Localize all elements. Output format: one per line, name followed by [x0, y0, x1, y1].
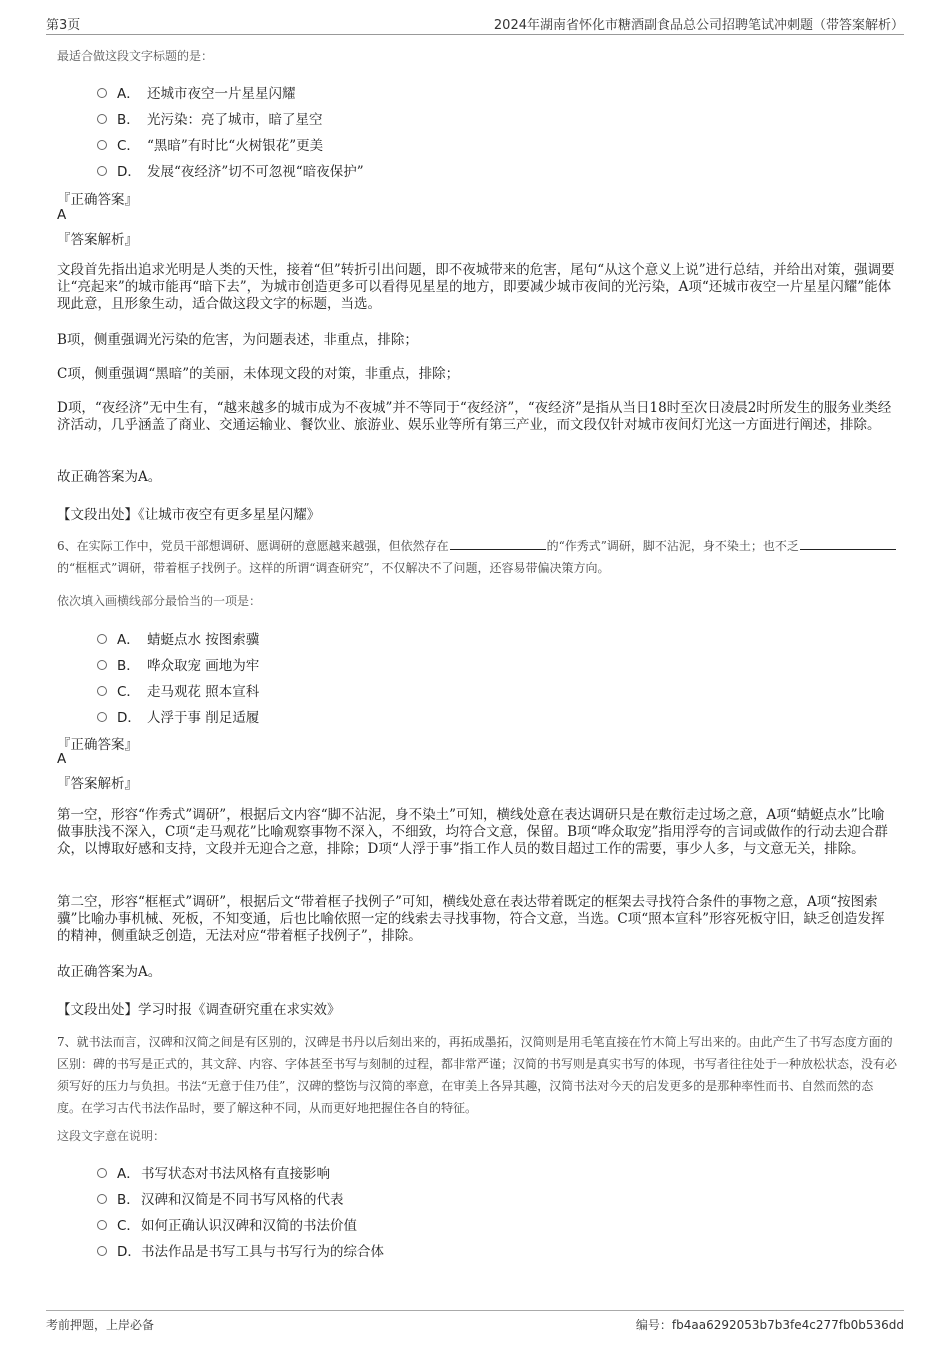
page-footer	[46, 1310, 904, 1337]
q5-analysis-label: 『答案解析』	[57, 232, 138, 248]
q5-analysis-p2: B项，侧重强调光污染的危害，为问题表述，非重点，排除；	[57, 332, 418, 348]
q6-stem-part2: 的“作秀式”调研，脚不沾泥，身不染土；也不乏	[546, 539, 799, 553]
q5-option-d[interactable]	[97, 160, 364, 180]
option-key: B．	[117, 658, 140, 674]
option-text: 哗众取宠 画地为牢	[147, 658, 260, 674]
option-text: 走马观花 照本宣科	[147, 684, 260, 700]
q7-option-b[interactable]	[97, 1188, 344, 1208]
q6-analysis-p1: 第一空，形容“作秀式”调研”，根据后文内容“脚不沾泥，身不染土”可知，横线处意在表达调研只是在敷衍走过场之意，A项“蜻蜓点水”比喻做事肤浅不深入，C项“走马观花”比喻观察事物不深入，不细致，均符合文意，保留。B项“哗众取宠”指用浮夸的言词或做作的行动去迎合群众，以博取好感和支持，文段并无迎合之意，排除；D项“人浮于事”指工作人员的数目超过工作的需要，事少人多，与文意无关，排除。	[57, 807, 888, 857]
document-title: 2024年湖南省怀化市糖酒副食品总公司招聘笔试冲刺题（带答案解析）	[493, 18, 904, 33]
radio-icon[interactable]	[97, 712, 107, 722]
q6-source: 【文段出处】学习时报《调查研究重在求实效》	[57, 1002, 341, 1018]
blank-line-2[interactable]	[800, 537, 896, 550]
q5-option-c[interactable]	[97, 134, 323, 154]
option-text: 如何正确认识汉碑和汉简的书法价值	[141, 1218, 357, 1234]
q6-stem-part3: 的“框框式”调研，带着框子找例子。这样的所谓“调查研究”，不仅解决不了问题，还容易带偏决策方向。	[57, 561, 610, 575]
q5-analysis-p5: 故正确答案为A。	[57, 469, 162, 485]
page-number: 第3页	[46, 18, 81, 33]
q6-analysis-p3: 故正确答案为A。	[57, 964, 162, 980]
q5-option-a[interactable]	[97, 82, 296, 102]
option-key: D．	[117, 1244, 141, 1260]
radio-icon[interactable]	[97, 1246, 107, 1256]
q7-option-d[interactable]	[97, 1240, 384, 1260]
radio-icon[interactable]	[97, 634, 107, 644]
option-key: C．	[117, 138, 140, 154]
radio-icon[interactable]	[97, 1168, 107, 1178]
radio-icon[interactable]	[97, 166, 107, 176]
q6-stem	[57, 535, 897, 579]
q6-option-d[interactable]	[97, 706, 259, 726]
q5-source: 【文段出处】《让城市夜空有更多星星闪耀》	[57, 507, 321, 523]
option-text: 人浮于事 削足适履	[147, 710, 260, 726]
q6-prompt: 依次填入画横线部分最恰当的一项是：	[57, 594, 262, 608]
radio-icon[interactable]	[97, 88, 107, 98]
radio-icon[interactable]	[97, 1194, 107, 1204]
document-code: 编号：fb4aa6292053b7b3fe4c277fb0b536dd	[635, 1318, 904, 1332]
option-text: 蜻蜓点水 按图索骥	[147, 632, 260, 648]
radio-icon[interactable]	[97, 114, 107, 124]
q5-answer: A	[57, 207, 67, 223]
blank-line-1[interactable]	[450, 537, 546, 550]
q7-stem: 7、就书法而言，汉碑和汉简之间是有区别的，汉碑是书丹以后刻出来的，再拓成墨拓，汉简则是用毛笔直接在竹木简上写出来的。由此产生了书写态度方面的区别：碑的书写是正式的，其文辞、内容、字体甚至书写与刻制的过程，都非常严谨；汉简的书写则是真实书写的体现，书写者往往处于一种放松状态，没有必须写好的压力与负担。书法“无意于佳乃佳”，汉碑的整饬与汉简的率意，在审美上各异其趣，汉简书法对今天的启发更多的是那种率性而书、自然而然的态度。在学习古代书法作品时，要了解这种不同，从而更好地把握住各自的特征。	[57, 1035, 898, 1115]
option-text: 发展“夜经济”切不可忽视“暗夜保护”	[147, 164, 364, 180]
option-key: C．	[117, 1218, 140, 1234]
q5-answer-label: 『正确答案』	[57, 192, 138, 208]
option-text: 还城市夜空一片星星闪耀	[147, 86, 296, 102]
option-key: D．	[117, 710, 141, 726]
q6-answer-label: 『正确答案』	[57, 737, 138, 753]
option-text: “黑暗”有时比“火树银花”更美	[147, 138, 324, 154]
q5-option-b[interactable]	[97, 108, 323, 128]
q6-analysis-label: 『答案解析』	[57, 776, 138, 792]
page-header	[46, 12, 904, 35]
option-text: 书法作品是书写工具与书写行为的综合体	[141, 1244, 384, 1260]
option-key: A．	[117, 632, 140, 648]
radio-icon[interactable]	[97, 140, 107, 150]
q6-option-b[interactable]	[97, 654, 259, 674]
q5-analysis-p1: 文段首先指出追求光明是人类的天性，接着“但”转折引出问题，即不夜城带来的危害，尾句“从这个意义上说”进行总结，并给出对策，强调要让“亮起来”的城市能再“暗下去”，为城市创造更多可以看得见星星的地方，即要减少城市夜间的光污染，A项“还城市夜空一片星星闪耀”能体现此意，且形象生动，适合做这段文字的标题，当选。	[57, 262, 895, 312]
option-text: 光污染：亮了城市，暗了星空	[147, 112, 323, 128]
q5-analysis-p4: D项，“夜经济”无中生有，“越来越多的城市成为不夜城”并不等同于“夜经济”，“夜经济”是指从当日18时至次日凌晨2时所发生的服务业类经济活动，几乎涵盖了商业、交通运输业、餐饮业、旅游业、娱乐业等所有第三产业，而文段仅针对城市夜间灯光这一方面进行阐述，排除。	[57, 400, 892, 433]
option-key: B．	[117, 1192, 140, 1208]
q6-analysis-p2: 第二空，形容“框框式”调研”，根据后文“带着框子找例子”可知，横线处意在表达带着既定的框架去寻找符合条件的事物之意，A项“按图索骥”比喻办事机械、死板，不知变通，后也比喻依照一定的线索去寻找事物，符合文意，当选。C项“照本宣科”形容死板守旧，缺乏创造发挥的精神，侧重缺乏创造，无法对应“带着框子找例子”，排除。	[57, 894, 885, 944]
q7-option-c[interactable]	[97, 1214, 357, 1234]
radio-icon[interactable]	[97, 1220, 107, 1230]
q7-prompt: 这段文字意在说明：	[57, 1129, 166, 1143]
q6-stem-part1: 6、在实际工作中，党员干部想调研、愿调研的意愿越来越强，但依然存在	[57, 539, 449, 553]
option-key: B．	[117, 112, 140, 128]
radio-icon[interactable]	[97, 660, 107, 670]
option-key: C．	[117, 684, 140, 700]
q5-analysis-p3: C项，侧重强调“黑暗”的美丽，未体现文段的对策，非重点，排除；	[57, 366, 460, 382]
footer-slogan: 考前押题，上岸必备	[46, 1318, 155, 1332]
q6-option-c[interactable]	[97, 680, 259, 700]
radio-icon[interactable]	[97, 686, 107, 696]
option-key: A．	[117, 1166, 140, 1182]
option-key: A．	[117, 86, 140, 102]
q7-option-a[interactable]	[97, 1162, 330, 1182]
q6-option-a[interactable]	[97, 628, 259, 648]
option-text: 汉碑和汉简是不同书写风格的代表	[141, 1192, 344, 1208]
q6-answer: A	[57, 751, 67, 767]
option-key: D．	[117, 164, 141, 180]
q5-prompt: 最适合做这段文字标题的是：	[57, 49, 214, 63]
option-text: 书写状态对书法风格有直接影响	[141, 1166, 330, 1182]
